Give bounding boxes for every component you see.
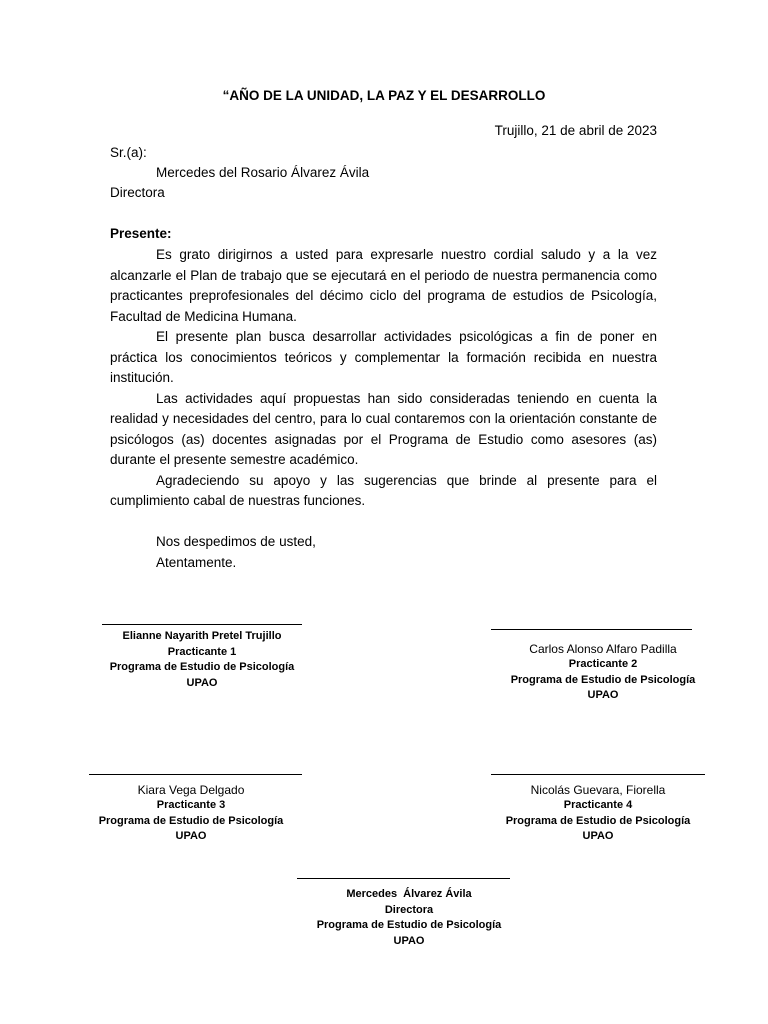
closing-line: Atentamente.	[156, 554, 237, 570]
signature-line	[89, 774, 302, 775]
signer-program: Programa de Estudio de Psicología	[98, 814, 284, 827]
signer-name: Kiara Vega Delgado	[137, 783, 245, 797]
signer-program: Programa de Estudio de Psicología	[505, 814, 691, 827]
signature-block-5	[294, 887, 524, 949]
salutation: Sr.(a):	[110, 145, 147, 160]
signer-role: Practicante 4	[563, 799, 633, 811]
signer-institution: UPAO	[186, 676, 218, 689]
signer-role: Practicante 3	[156, 799, 226, 811]
signer-role: Practicante 2	[568, 658, 638, 670]
presente-label: Presente:	[110, 226, 172, 241]
recipient-name: Mercedes del Rosario Álvarez Ávila	[156, 165, 370, 180]
signature-line	[297, 878, 510, 879]
signer-role: Directora	[384, 903, 434, 916]
letter-closing	[156, 532, 316, 573]
signer-program: Programa de Estudio de Psicología	[109, 661, 295, 673]
signer-name: Mercedes Álvarez Ávila	[346, 888, 472, 900]
signature-block-3	[81, 782, 301, 845]
closing-line: Nos despedimos de usted,	[156, 534, 316, 549]
signer-institution: UPAO	[582, 830, 614, 842]
paragraph: El presente plan busca desarrollar actividades psicológicas a fin de poner en práctica los conocimientos teóricos y complementar la formación recibida en nuestra institución.	[110, 329, 657, 385]
signer-name: Carlos Alonso Alfaro Padilla	[529, 642, 677, 656]
letter-body	[110, 245, 657, 512]
signer-institution: UPAO	[587, 689, 619, 701]
signature-block-1	[92, 629, 312, 691]
signer-name: Nicolás Guevara, Fiorella	[530, 783, 666, 797]
signer-institution: UPAO	[175, 830, 207, 842]
signer-institution: UPAO	[393, 934, 425, 947]
paragraph: Las actividades aquí propuestas han sido consideradas teniendo en cuenta la realidad y necesidades del centro, para lo cual contaremos con la orientación constante de psicólogos (as) docentes asignadas por el Programa de Estudio como asesores (as) durante el presente semestre académico.	[110, 390, 657, 467]
signature-line	[491, 629, 692, 630]
signature-block-2	[488, 641, 718, 704]
signature-line	[491, 774, 705, 775]
recipient-role: Directora	[110, 185, 165, 200]
paragraph: Es grato dirigirnos a usted para expresarle nuestro cordial saludo y a la vez alcanzarle el Plan de trabajo que se ejecutará en el periodo de nuestra permanencia como practicantes preprofesionales del décimo ciclo del programa de estudios de Psicología, Facultad de Medicina Humana.	[110, 247, 657, 324]
letter-heading: “AÑO DE LA UNIDAD, LA PAZ Y EL DESARROLLO	[222, 88, 546, 103]
signer-role: Practicante 1	[167, 645, 237, 658]
signer-program: Programa de Estudio de Psicología	[510, 673, 696, 686]
letter-date: Trujillo, 21 de abril de 2023	[494, 123, 657, 138]
signature-block-4	[483, 782, 713, 845]
signer-name: Elianne Nayarith Pretel Trujillo	[122, 630, 282, 642]
signature-line	[102, 624, 302, 625]
signer-program: Programa de Estudio de Psicología	[316, 919, 502, 931]
paragraph: Agradeciendo su apoyo y las sugerencias que brinde al presente para el cumplimiento cabal de nuestras funciones.	[110, 472, 657, 508]
